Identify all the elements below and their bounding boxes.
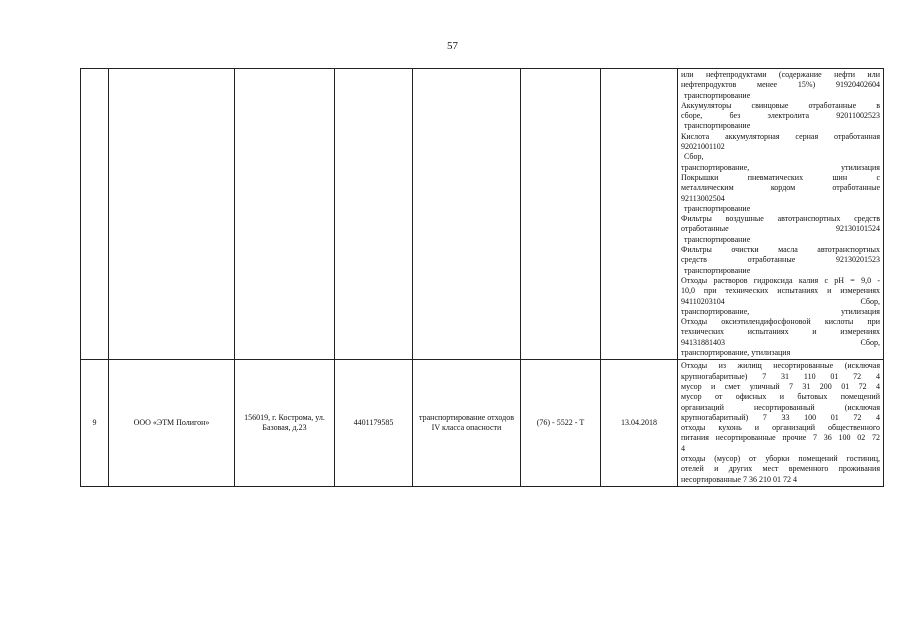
waste-types-cell <box>678 69 884 360</box>
waste-line: Фильтры очистки масла автотранспортных <box>681 245 880 255</box>
waste-line: 92021001102 <box>681 142 725 152</box>
waste-line: транспортирование, утилизация <box>681 306 880 316</box>
waste-line: Покрышки пневматических шин с <box>681 172 880 182</box>
waste-line: нефтепродуктов менее 15%) 91920402604 <box>681 80 880 90</box>
waste-line: 94110203104 Сбор, <box>681 296 880 306</box>
waste-line: средств отработанные 92130201523 <box>681 255 880 265</box>
waste-line: крупногабаритный) 7 33 100 01 72 4 <box>681 412 880 422</box>
waste-line: питания несортированные прочие 7 36 100 02 72 <box>681 433 880 443</box>
table-row <box>81 360 884 487</box>
waste-line: Отходы оксиэтилендифосфоновой кислоты при <box>681 317 880 327</box>
waste-line: транспортирование <box>684 121 751 131</box>
organization-name-cell <box>109 69 235 360</box>
waste-line: отработанные 92130101524 <box>681 224 880 234</box>
inn-cell: 4401179585 <box>335 360 413 487</box>
waste-line: транспортирование, утилизация <box>681 348 791 358</box>
activity-type-cell <box>413 69 521 360</box>
inn-cell <box>335 69 413 360</box>
address-cell <box>235 69 335 360</box>
row-number-cell: 9 <box>81 360 109 487</box>
waste-line: транспортирование <box>684 265 751 275</box>
license-number-cell: (76) - 5522 - Т <box>521 360 601 487</box>
waste-line: транспортирование <box>684 234 751 244</box>
waste-line: металлическим кордом отработанные <box>681 183 880 193</box>
waste-line: Аккумуляторы свинцовые отработанные в <box>681 100 880 110</box>
activity-type-cell: транспортирование отходов IV класса опасности <box>413 360 521 487</box>
address-cell: 156019, г. Кострома, ул. Базовая, д.23 <box>235 360 335 487</box>
waste-line: Сбор, <box>684 152 704 162</box>
waste-line: Фильтры воздушные автотранспортных средств <box>681 214 880 224</box>
waste-line: транспортирование, утилизация <box>681 162 880 172</box>
waste-line: Отходы из жилищ несортированные (исключая <box>681 361 880 371</box>
organization-name-cell: ООО «ЭТМ Полигон» <box>109 360 235 487</box>
waste-line: 4 <box>681 443 685 453</box>
waste-line: отходы (мусор) от уборки помещений гостиниц, <box>681 453 880 463</box>
waste-line: отходы кухонь и организаций общественного <box>681 423 880 433</box>
waste-line: мусор от офисных и бытовых помещений <box>681 392 880 402</box>
waste-types-cell <box>678 360 884 487</box>
license-number-cell <box>521 69 601 360</box>
waste-line: организаций несортированный (исключая <box>681 402 880 412</box>
license-date-cell: 13.04.2018 <box>601 360 678 487</box>
waste-line: транспортирование <box>684 203 751 213</box>
waste-line: 92113002504 <box>681 193 725 203</box>
waste-line: Отходы растворов гидроксида калия с pH = 9,0 - <box>681 275 880 285</box>
waste-line: 94131881403 Сбор, <box>681 337 880 347</box>
waste-line: несортированные 7 36 210 01 72 4 <box>681 474 797 484</box>
waste-line: отелей и других мест временного проживания <box>681 464 880 474</box>
waste-line: технических испытаниях и измерениях <box>681 327 880 337</box>
waste-line: транспортирование <box>684 90 751 100</box>
waste-line: Кислота аккумуляторная серная отработанная <box>681 131 880 141</box>
table-row <box>81 69 884 360</box>
waste-line: или нефтепродуктами (содержание нефти или <box>681 70 880 79</box>
waste-line: крупногабаритные) 7 31 110 01 72 4 <box>681 371 880 381</box>
row-number-cell <box>81 69 109 360</box>
waste-line: 10,0 при технических испытаниях и измерениях <box>681 286 880 296</box>
waste-line: сборе, без электролита 92011002523 <box>681 111 880 121</box>
license-date-cell <box>601 69 678 360</box>
waste-line: мусор и смет уличный 7 31 200 01 72 4 <box>681 381 880 391</box>
license-registry-table <box>80 68 884 487</box>
page-number: 57 <box>447 40 458 52</box>
